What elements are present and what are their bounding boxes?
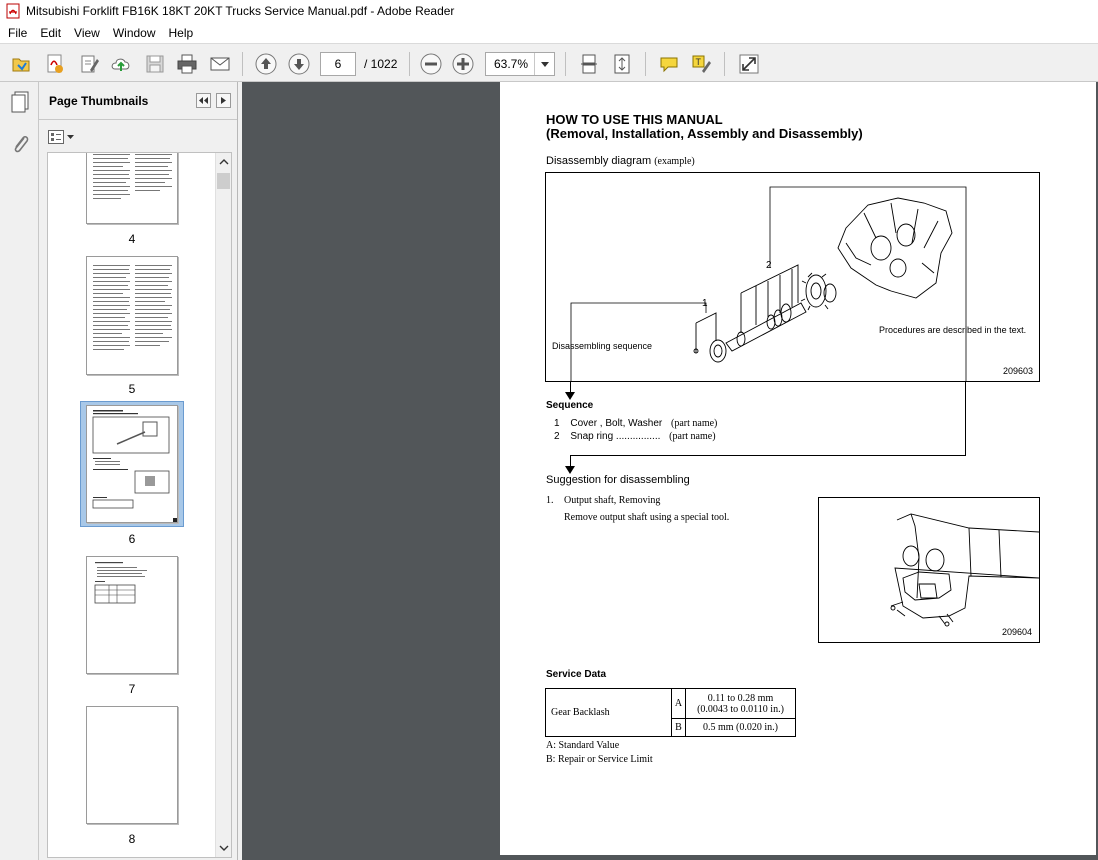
panel-divider [39, 119, 237, 120]
thumbnail-label: 8 [128, 832, 136, 846]
thumbnail-label: 7 [128, 682, 136, 696]
suggestion-item-text: Remove output shaft using a special tool. [564, 512, 730, 523]
chevron-down-icon[interactable] [534, 53, 554, 75]
next-page-icon[interactable] [286, 51, 312, 77]
suggestion-heading: Suggestion for disassembling [546, 474, 690, 486]
zoom-in-icon[interactable] [450, 51, 476, 77]
row-b-key: B [672, 719, 686, 737]
sequence-num: 2 [554, 431, 560, 442]
email-icon[interactable] [207, 51, 233, 77]
sequence-num: 1 [554, 418, 560, 429]
chevron-down-icon [67, 135, 74, 139]
page-heading: HOW TO USE THIS MANUAL [546, 112, 723, 127]
toolbar-separator [645, 52, 646, 76]
sequence-item-2 [554, 431, 716, 442]
diagram-label: Disassembly diagram [546, 155, 652, 167]
menu-window[interactable]: Window [112, 25, 156, 40]
procedures-note: Procedures are described in the text. [879, 325, 1027, 335]
toolbar-separator [565, 52, 566, 76]
legend-b: B: Repair or Service Limit [546, 754, 653, 765]
scroll-thumb[interactable] [217, 173, 230, 189]
attachments-icon[interactable] [6, 130, 34, 158]
toolbar-separator [242, 52, 243, 76]
legend-a: A: Standard Value [546, 740, 620, 751]
sequence-text: Cover , Bolt, Washer [570, 418, 663, 429]
special-tool-drawing [819, 498, 1039, 642]
svg-text:T: T [695, 57, 701, 67]
menu-edit[interactable]: Edit [40, 25, 62, 40]
toolbar-separator [409, 52, 410, 76]
pdf-page [500, 82, 1096, 855]
row-a-value [686, 689, 796, 719]
zoom-out-icon[interactable] [418, 51, 444, 77]
thumbnail-page-8[interactable] [86, 706, 178, 824]
zoom-select[interactable] [485, 52, 555, 76]
print-icon[interactable] [174, 51, 200, 77]
toolbar-separator [724, 52, 725, 76]
page-total: / 1022 [364, 57, 398, 71]
open-icon[interactable] [8, 51, 34, 77]
leader-line [965, 382, 966, 456]
thumbnail-page-7[interactable] [86, 556, 178, 674]
menu-bar [0, 22, 1098, 43]
callout-2: 2 [766, 260, 772, 271]
scrolling-mode-icon[interactable] [576, 51, 602, 77]
save-icon[interactable] [142, 51, 168, 77]
menu-file[interactable]: File [8, 25, 28, 40]
callout-1: 1 [702, 298, 708, 309]
document-view[interactable] [242, 82, 1098, 860]
options-list-icon [48, 130, 64, 144]
figure-2-number: 209604 [1002, 627, 1033, 637]
thumbnail-page-5[interactable] [86, 256, 178, 375]
row-a-value-mm: 0.11 to 0.28 mm [707, 692, 774, 704]
page-number-input[interactable]: 6 [320, 52, 356, 76]
window-title: Mitsubishi Forklift FB16K 18KT 20KT Trucks Service Manual.pdf - Adobe Reader [26, 4, 455, 18]
title-bar [0, 0, 1098, 22]
toolbar [0, 43, 1098, 82]
thumbnails-panel [39, 82, 238, 860]
service-data-heading: Service Data [546, 669, 607, 680]
fit-page-icon[interactable] [609, 51, 635, 77]
suggestion-item-num: 1. [546, 495, 554, 506]
zoom-value: 63.7% [494, 57, 529, 71]
row-a-value-in: (0.0043 to 0.0110 in.) [697, 703, 784, 715]
diagram-example: (example) [654, 156, 695, 167]
page-thumbnails-icon[interactable] [6, 88, 34, 116]
special-tool-figure [818, 497, 1040, 643]
service-data-table [545, 688, 796, 737]
thumbnail-label: 5 [128, 382, 136, 396]
menu-help[interactable]: Help [168, 25, 194, 40]
leader-line [570, 455, 966, 456]
row-a-key: A [672, 689, 686, 719]
thumbnail-list [47, 152, 232, 858]
scroll-down-icon[interactable] [217, 841, 231, 855]
disassembly-diagram [545, 172, 1040, 382]
sequence-note: (part name) [669, 431, 716, 442]
panel-title: Page Thumbnails [49, 94, 149, 108]
sequence-heading: Sequence [546, 400, 594, 411]
sequence-item-1 [554, 418, 717, 429]
row-b-value: 0.5 mm (0.020 in.) [686, 719, 796, 737]
full-screen-icon[interactable] [736, 51, 762, 77]
sequence-note: (part name) [671, 418, 718, 429]
adobe-reader-icon [6, 3, 20, 19]
collapse-panel-icon[interactable] [196, 93, 211, 108]
thumbnail-label: 4 [128, 232, 136, 246]
arrow-down-icon [565, 466, 575, 474]
create-pdf-icon[interactable] [42, 51, 68, 77]
edit-icon[interactable] [76, 51, 102, 77]
comment-icon[interactable] [656, 51, 682, 77]
arrow-down-icon [565, 392, 575, 400]
thumbnail-label: 6 [128, 532, 136, 546]
service-item: Gear Backlash [546, 689, 672, 737]
expand-panel-icon[interactable] [216, 93, 231, 108]
previous-page-icon[interactable] [253, 51, 279, 77]
figure-1-number: 209603 [1003, 366, 1034, 376]
thumbnail-page-4[interactable] [86, 152, 178, 224]
sequence-text: Snap ring ................ [570, 431, 661, 442]
navigation-rail [0, 82, 39, 860]
highlight-icon[interactable] [688, 51, 714, 77]
disassembling-sequence-label: Disassembling sequence [552, 341, 653, 351]
thumbnail-scrollbar[interactable] [215, 153, 231, 857]
diagram-caption [546, 155, 695, 167]
upload-cloud-icon[interactable] [108, 51, 134, 77]
thumbnail-page-6[interactable] [86, 405, 178, 523]
menu-view[interactable]: View [74, 25, 100, 40]
page-subheading: (Removal, Installation, Assembly and Disassembly) [546, 126, 863, 141]
scroll-up-icon[interactable] [217, 155, 231, 169]
thumbnail-options-menu[interactable] [48, 128, 76, 146]
suggestion-item-title: Output shaft, Removing [564, 495, 661, 506]
